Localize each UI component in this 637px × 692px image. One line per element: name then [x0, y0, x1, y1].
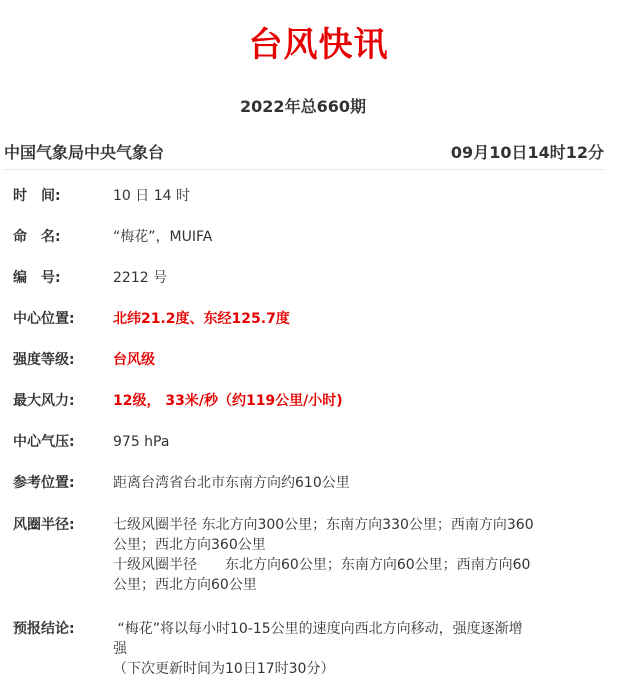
forecast-line: （下次更新时间为10日17时30分）: [113, 661, 335, 677]
issue-number: 2022年总660期: [240, 97, 366, 116]
header-divider: [4, 169, 604, 170]
field-label: 预报结论:: [13, 621, 75, 637]
bulletin-header: [4, 140, 604, 166]
field-label: 编 号:: [13, 270, 61, 286]
wind-radius-line: 十级风圈半径 东北方向60公里；东南方向60公里；西南方向60: [113, 557, 531, 573]
forecast-line: 强: [113, 641, 127, 657]
field-label: 强度等级:: [13, 352, 75, 368]
wind-radius-line: 七级风圈半径 东北方向300公里；东南方向330公里；西南方向360: [113, 517, 534, 533]
field-label: 命 名:: [13, 229, 61, 245]
field-label: 中心气压:: [13, 434, 75, 450]
intensity-value: 台风级: [113, 352, 155, 368]
center-position-value: 北纬21.2度、东经125.7度: [113, 311, 290, 327]
max-wind-value: 12级， 33米/秒（约119公里/小时): [113, 393, 343, 409]
field-label: 中心位置:: [13, 311, 75, 327]
forecast-line: “梅花”将以每小时10-15公里的速度向西北方向移动，强度逐渐增: [113, 621, 523, 637]
number-value: 2212 号: [113, 270, 168, 286]
issue-datetime: 09月10日14时12分: [450, 143, 604, 162]
wind-radius-value: [113, 515, 598, 595]
name-value: “梅花”，MUIFA: [113, 229, 213, 245]
wind-radius-line: 公里；西北方向60公里: [113, 577, 257, 593]
issuing-agency: 中国气象局中央气象台: [4, 143, 165, 162]
reference-position-value: 距离台湾省台北市东南方向约610公里: [113, 475, 350, 491]
field-label: 参考位置:: [13, 475, 75, 491]
time-value: 10 日 14 时: [113, 188, 190, 204]
forecast-value: [113, 619, 598, 679]
field-label: 风圈半径:: [13, 517, 75, 533]
wind-radius-line: 公里；西北方向360公里: [113, 537, 266, 553]
field-label: 最大风力:: [13, 393, 75, 409]
center-pressure-value: 975 hPa: [113, 434, 170, 450]
field-label: 时 间:: [13, 188, 61, 204]
page-title: 台风快讯: [248, 25, 389, 65]
